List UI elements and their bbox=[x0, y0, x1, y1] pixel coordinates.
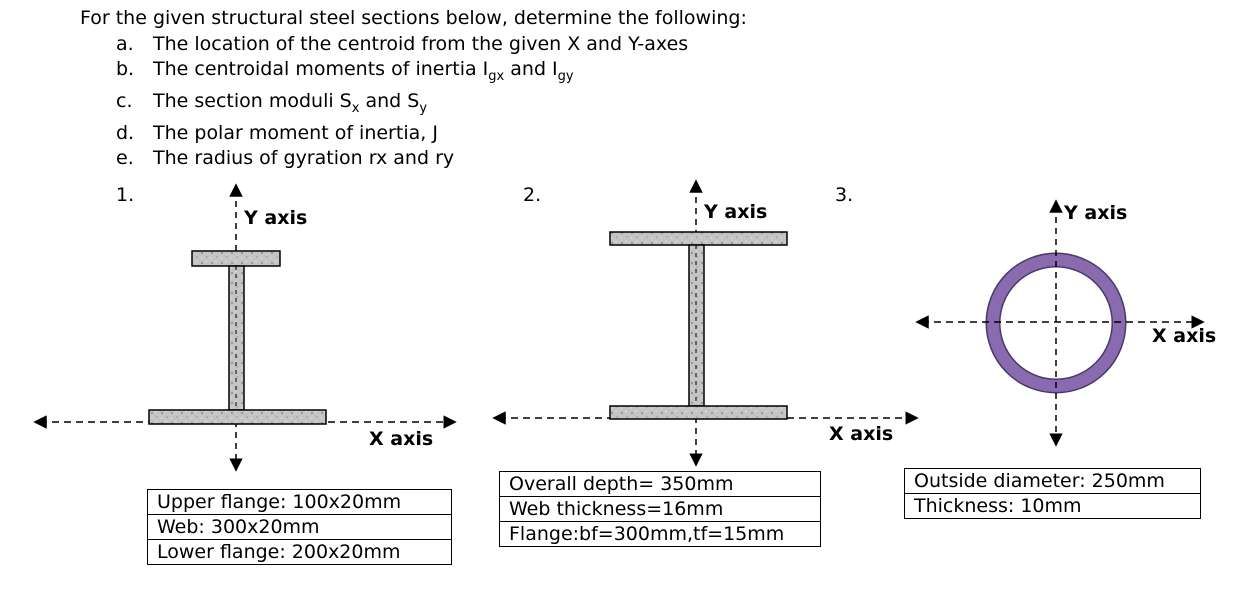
figure-1-spec-table bbox=[147, 489, 452, 565]
figure-2-y-axis-label: Y axis bbox=[704, 201, 768, 223]
figure-1-spec-upper-flange: Upper flange: 100x20mm bbox=[148, 490, 452, 515]
figure-3-x-axis-label: X axis bbox=[1152, 325, 1217, 347]
figure-1-upper-flange bbox=[192, 251, 280, 266]
figure-3-spec-thickness: Thickness: 10mm bbox=[905, 494, 1201, 519]
figure-2-spec-depth: Overall depth= 350mm bbox=[500, 472, 821, 497]
task-c: c. The section moduli $S_x$ and $S_y$ bbox=[116, 89, 428, 116]
figure-1-number: 1. bbox=[116, 184, 135, 206]
figure-1-x-axis-label: X axis bbox=[369, 428, 434, 450]
figure-3-spec-table bbox=[904, 468, 1201, 519]
figure-3-pipe-ring bbox=[993, 260, 1119, 386]
figure-2-x-axis-label: X axis bbox=[829, 423, 894, 445]
figure-2-spec-web: Web thickness=16mm bbox=[500, 497, 821, 522]
figure-3-y-axis-label: Y axis bbox=[1064, 202, 1128, 224]
figure-1-lower-flange bbox=[149, 410, 326, 424]
task-e: e. The radius of gyration rx and ry bbox=[116, 146, 455, 169]
figure-2-section bbox=[499, 186, 912, 460]
task-a: a. The location of the centroid from the given X and Y-axes bbox=[116, 33, 689, 55]
task-b: b. The centroidal moments of inertia $I_{gx}$ and $I_{gy}$ bbox=[116, 58, 574, 84]
figure-2-top-flange bbox=[610, 232, 787, 245]
figure-2-bottom-flange bbox=[610, 406, 787, 419]
figure-1-spec-lower-flange: Lower flange: 200x20mm bbox=[148, 540, 452, 565]
figure-3-spec-diameter: Outside diameter: 250mm bbox=[905, 469, 1201, 494]
figure-2-number: 2. bbox=[523, 184, 542, 206]
figure-1-section bbox=[40, 190, 450, 465]
problem-intro: For the given structural steel sections below, determine the following: bbox=[80, 7, 747, 29]
figure-1-y-axis-label: Y axis bbox=[244, 207, 308, 229]
task-d: d. The polar moment of inertia, J bbox=[116, 121, 438, 144]
figure-3-section bbox=[922, 206, 1198, 440]
figure-2-spec-table bbox=[499, 471, 821, 547]
figure-1-spec-web: Web: 300x20mm bbox=[148, 515, 452, 540]
figure-3-number: 3. bbox=[835, 184, 854, 206]
figure-2-spec-flange: Flange:bf=300mm,tf=15mm bbox=[500, 522, 821, 547]
